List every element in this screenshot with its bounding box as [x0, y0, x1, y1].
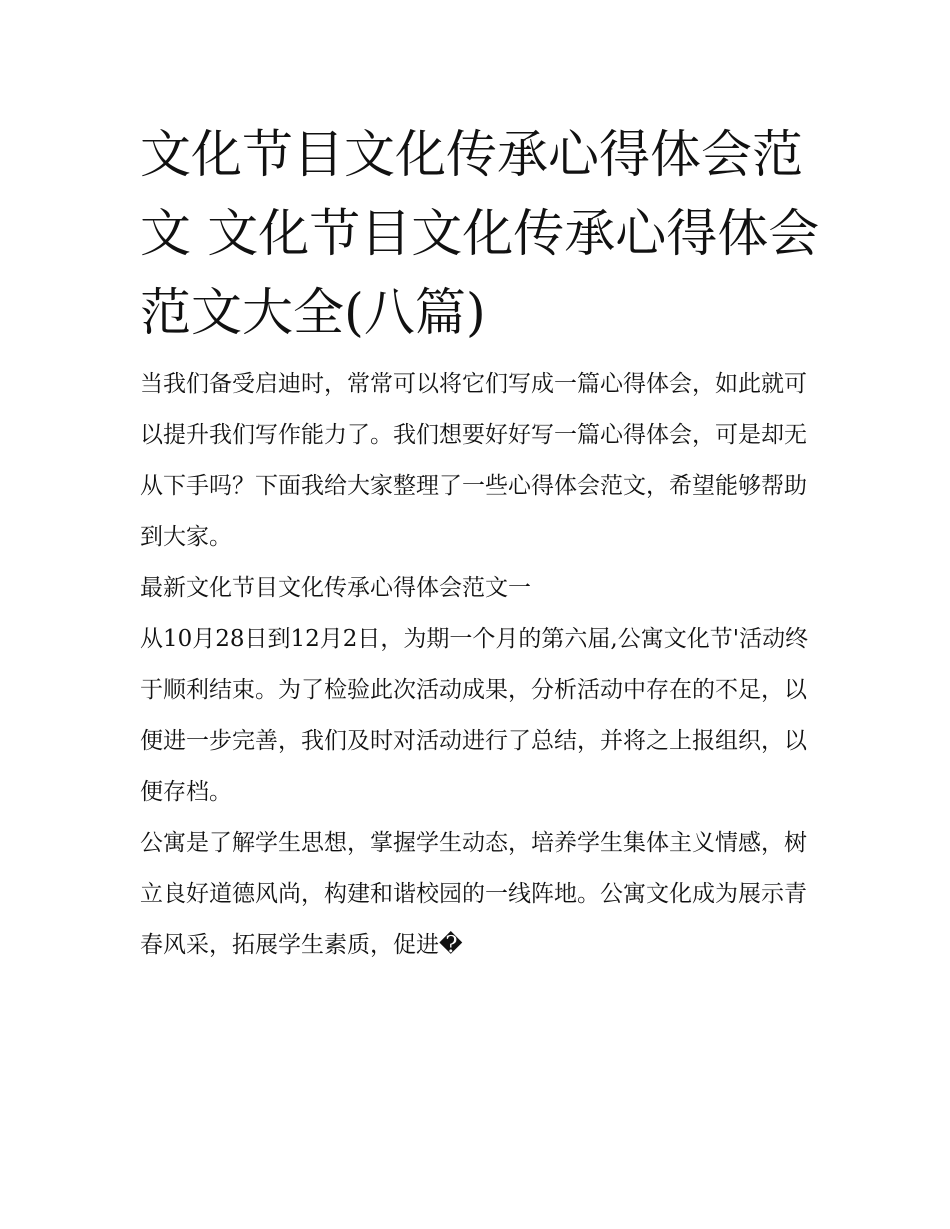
section-heading: 最新文化节目文化传承心得体会范文一 — [140, 575, 531, 601]
document-page — [140, 116, 820, 971]
document-title: 文化节目文化传承心得体会范文 文化节目文化传承心得体会范文大全(八篇) — [140, 126, 820, 343]
intro-paragraph: 当我们备受启迪时，常常可以将它们写成一篇心得体会，如此就可以提升我们写作能力了。我们想要好好写一篇心得体会，可是却无从下手吗？下面我给大家整理了一些心得体会范文，希望能够帮助到大家。 — [140, 371, 807, 550]
body-paragraph-1: 从10月28日到12月2日，为期一个月的第六届,公寓文化节'活动终于顺利结束。为了检验此次活动成果，分析活动中存在的不足，以便进一步完善，我们及时对活动进行了总结，并将之上报组织，以便存档。 — [140, 626, 809, 805]
body-paragraph-2: 公寓是了解学生思想，掌握学生动态，培养学生集体主义情感，树立良好道德风尚，构建和谐校园的一线阵地。公寓文化成为展示青春风采，拓展学生素质，促进� — [140, 830, 807, 958]
